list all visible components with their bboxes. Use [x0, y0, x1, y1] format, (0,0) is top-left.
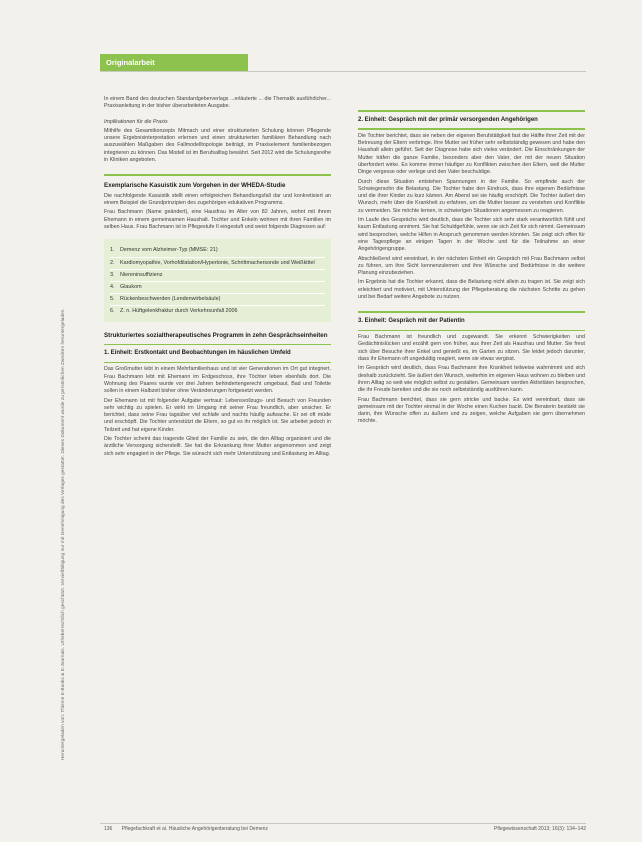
section-divider — [104, 174, 331, 176]
case-heading: Exemplarische Kasuistik zum Vorgehen in der WHEDA-Studie — [104, 181, 286, 189]
page-number: 136 — [104, 826, 113, 832]
section-divider — [358, 128, 585, 130]
diagnoses-list — [104, 239, 331, 321]
unit3-paragraph-2: Im Gespräch wird deutlich, dass Frau Bachmann ihre Krankheit teilweise wahrnimmt und sich deshalb zurückzieht. Sie äußert den Wunsch, weiterhin im eigenen Haus wohnen zu bleiben und ihren Alltag so weit wie möglich selbst zu gestalten. Gemeinsam werden Aktivitäten besprochen, die ihr Freude bereiten und die sie noch selbstständig ausführen kann. — [358, 365, 585, 394]
list-item: 1. Demenz vom Alzheimer-Typ (MMSE: 21) — [110, 245, 325, 257]
list-item: 4. Glaukom — [110, 282, 325, 294]
unit2-heading: 2. Einheit: Gespräch mit der primär versorgenden Angehörigen — [358, 116, 538, 123]
section-label: Originalarbeit — [100, 54, 248, 71]
unit1-paragraph-1: Das Großmutter lebt in einem Mehrfamilienhaus und ist vier Generationen im Ort gut integriert. Frau Bachmann lebt mit Ehemann im Erdgeschoss, ihre Töchter leben ebenfalls dort. Die Wohnung des Paares wurde vor drei Jahren behindertengerecht umgebaut, Bad und Toilette sollen in einem Halbzeit bisher ohne Veränderungen fortgesetzt werden. — [104, 366, 331, 395]
unit3-paragraph-1: Frau Bachmann ist freundlich und zugewandt. Sie erkennt Schwierigkeiten und Gedächtnislücken und erzählt gern von früher, aus ihrer Zeit als Hausfrau und Mutter. Sie freut sich über Besuche ihrer Enkel und genießt es, im Garten zu sitzen. Sie leidet jedoch darunter, dass ihr Ehemann oft ungeduldig reagiert, wenn sie etwas vergisst. — [358, 334, 585, 363]
implications-heading: Implikationen für die Praxis — [104, 118, 168, 125]
unit2-paragraph-5: Im Ergebnis hat die Tochter erkannt, dass die Belastung nicht allein zu tragen ist. Sie zeigt sich erleichtert und motiviert, mit Unterstützung der Pflegeberatung die nächsten Schritte zu gehen und bei Bedarf weitere Angebote zu nutzen. — [358, 279, 585, 301]
right-column — [358, 96, 585, 428]
case-paragraph-2: Frau Bachmann (Name geändert), eine Hausfrau im Alter von 82 Jahren, wohnt mit ihrem Ehemann in einem gemeinsamen Haushalt. Tochter und Enkeln wohnen mit ihren Familien im selben Haus. Frau Bachmann ist in Pflegestufe II eingestuft und weist folgende Diagnosen auf: — [104, 209, 331, 231]
unit1-paragraph-2: Der Ehemann ist mit folgender Aufgabe vertraut: Lebensvollzugs- und Besuch von Freunden sehr wichtig zu spielen. Er wirkt im Umgang mit seiner Frau freundlich, aber unsicher. Er berichtet, dass seine Frau tagsüber viel schlafe und nachts häufig aufwache. Er sei oft müde und erschöpft. Die Tochter unterstützt die Eltern, so gut es ihr möglich ist. Sie arbeitet jedoch in Teilzeit und hat eigene Kinder. — [104, 397, 331, 433]
list-item: 5. Rückenbeschwerden (Lendenwirbelsäule) — [110, 294, 325, 306]
list-item: 2. Kardiomyopathie, Vorhofdilatation/Hypertonie, Schrittmachersonde und Weißkittel — [110, 258, 325, 270]
footer-citation — [104, 826, 268, 832]
header-divider — [100, 71, 586, 72]
list-item: 6. Z. n. Hüftgelenkfraktur durch Verkehrsunfall 2006 — [110, 308, 238, 315]
section-divider — [358, 311, 585, 313]
intro-paragraph: In einem Band des deutschen Standardgeberverlags ...erläuterte ... die Thematik ausführlicher... Praxisanleitung in der bisher überarbeiteten Ausgabe. — [104, 96, 331, 110]
journal-reference: Pflegewissenschaft 2013; 16(3): 134–142 — [493, 826, 586, 832]
list-item: 3. Niereninsuffizienz — [110, 270, 325, 282]
program-heading: Strukturiertes sozialtherapeutisches Programm in zehn Gesprächseinheiten — [104, 331, 328, 339]
case-paragraph-1: Die nachfolgende Kasuistik stellt einen erfolgreichen Behandlungsfall dar und konkretisiert an einem Beispiel die Grundprinzipien des zugehörigen edukativen Programms. — [104, 192, 331, 207]
section-divider — [358, 110, 585, 112]
side-copyright-notice: Heruntergeladen von: Thieme E-Books & E-Journals. Urheberrechtlich geschützt. Vervielfältigung nur mit Genehmigung des Verlages gestattet. Dieses Dokument wurde zu persönlichen Zwecken heruntergeladen. — [60, 308, 65, 760]
unit2-paragraph-3: Im Laufe des Gesprächs wird deutlich, dass die Tochter sich sehr stark verantwortlich fühlt und kaum Entlastung annimmt. Sie hat Schuldgefühle, wenn sie sich Zeit für sich nimmt. Gemeinsam wird besprochen, welche Hilfen in Anspruch genommen werden könnten. Sie zeigt sich offen für eine Tagespflege an einigen Tagen in der Woche und für die Teilnahme an einer Angehörigengruppe. — [358, 217, 585, 253]
unit3-paragraph-3: Frau Bachmann berichtet, dass sie gern stricke und backe. Es wird vereinbart, dass sie gemeinsam mit der Tochter einmal in der Woche einen Kuchen backt. Die Beraterin bestärkt sie darin, ihre Wünsche offen zu äußern und zu zeigen, welche Aufgaben sie gern übernehmen möchte. — [358, 396, 585, 425]
left-column — [104, 96, 331, 460]
section-divider — [104, 344, 331, 346]
unit2-paragraph-4: Abschließend wird vereinbart, in der nächsten Einheit ein Gespräch mit Frau Bachmann selbst zu führen, um ihre Sicht kennenzulernen und ihre Wünsche und Bedürfnisse in die weitere Planung einzubeziehen. — [358, 255, 585, 277]
section-divider — [104, 362, 331, 364]
section-divider — [358, 330, 585, 332]
footer-divider — [100, 823, 586, 824]
unit1-paragraph-3: Die Tochter scheint das tragende Glied der Familie zu sein, die den Alltag organisiert und die ärztliche Versorgung sicherstellt. Sie hat die Erkrankung ihrer Mutter angenommen und zeigt sich sehr engagiert in der Pflege. Sie wünscht sich mehr Unterstützung und Entlastung im Alltag. — [104, 436, 331, 457]
unit1-heading: 1. Einheit: Erstkontakt und Beobachtungen im häuslichen Umfeld — [104, 350, 291, 357]
unit2-paragraph-2: Durch diese Situation entstehen Spannungen in der Familie. So empfinde auch der Schwiegersohn die Belastung. Die Tochter habe den Eindruck, dass ihre eigenen Bedürfnisse und die ihrer Kinder zu kurz kämen. Am Abend sei sie häufig erschöpft. Die Tochter äußert den Wunsch, mehr über die Krankheit zu erfahren, um die Mutter besser zu verstehen und Konflikte zu vermeiden. Sie möchte lernen, in schwierigen Situationen angemessen zu reagieren. — [358, 178, 585, 214]
unit3-heading: 3. Einheit: Gespräch mit der Patientin — [358, 317, 465, 324]
journal-short-title: Pflegefachkraft et al. Häusliche Angehörigenberatung bei Demenz — [121, 826, 268, 832]
unit2-paragraph-1: Die Tochter berichtet, dass sie neben der eigenen Berufstätigkeit fast die Hälfte ihrer Zeit mit der Betreuung der Eltern verbringe. Ihre Mutter sei früher sehr selbstständig gewesen und habe den Haushalt allein geführt. Seit der Diagnose habe sich vieles verändert. Die Einschränkungen der Mutter träfen die ganze Familie, besonders aber den Vater, der mit der neuen Situation überfordert wirke. Es komme immer häufiger zu Konflikten zwischen den Eltern, weil die Mutter Dinge vergesse oder verlege und den Vater beschuldige. — [358, 132, 585, 176]
implications-paragraph: Mithilfe des Gesamtkonzepts Mitmach und einer strukturierten Schulung können Pflegende unsere Ergebnisinterpretation erlernen und einen strukturierten familiären Behandlung nach auszuwählen Maßgaben des Fallmodelltopologie beiträgt, im Praxiselement familienbezogen integrieren zu können. Das Modell ist im Berufsalltag bewährt. Seit 2012 wird die Schulungsreihe in Kliniken angeboten. — [104, 127, 332, 164]
